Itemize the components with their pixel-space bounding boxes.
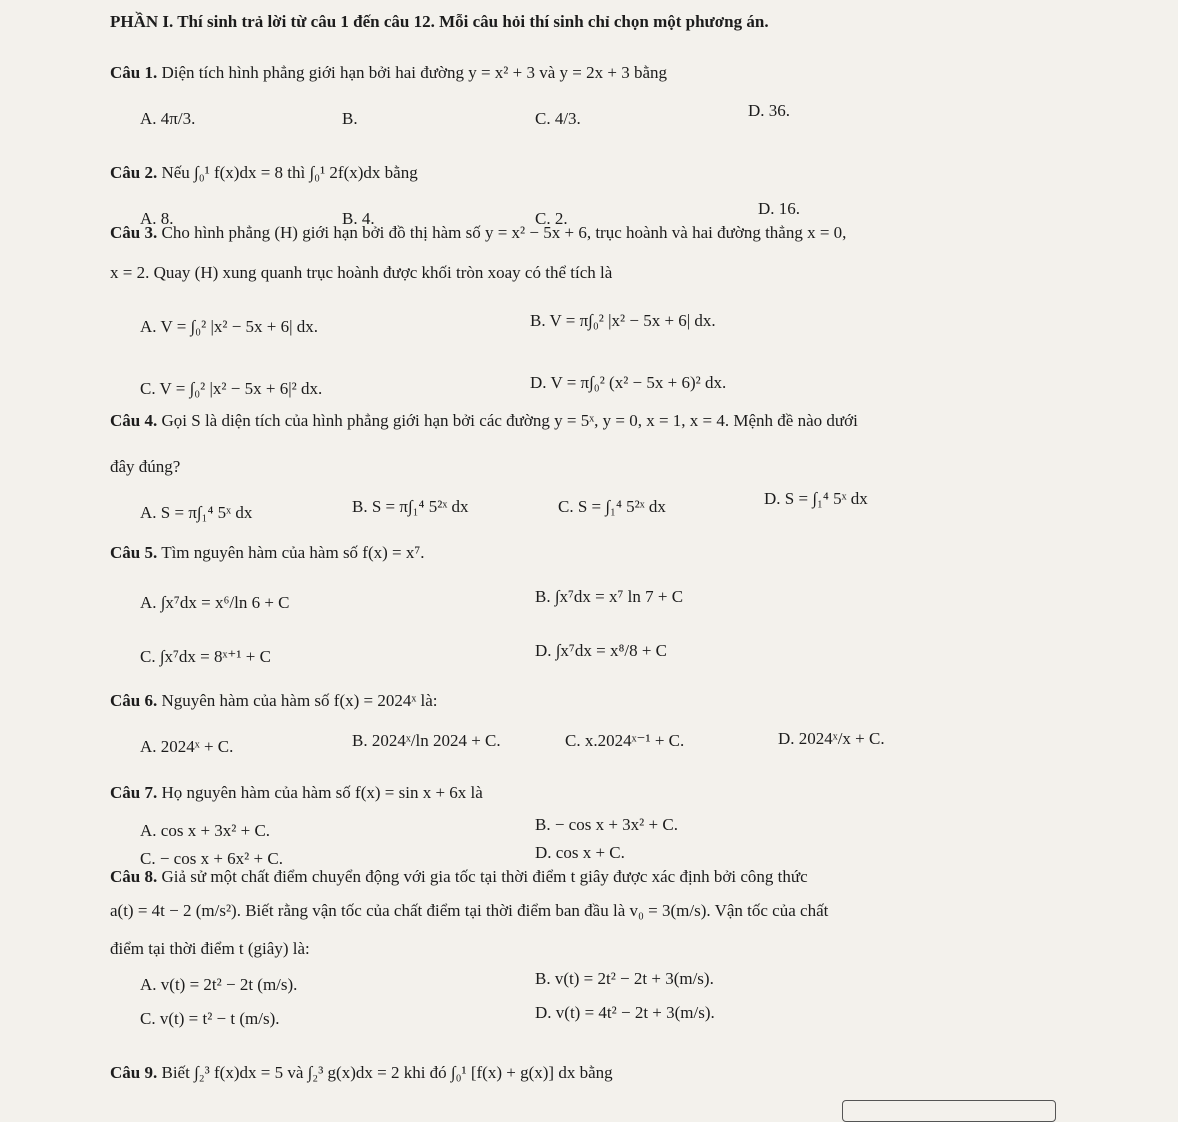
question-text: Giả sử một chất điểm chuyển động với gia tốc tại thời điểm t giây được xác định bởi công thức — [161, 867, 808, 886]
question-label: Câu 8. — [110, 867, 158, 886]
question-8-continued: a(t) = 4t − 2 (m/s²). Biết rằng vận tốc của chất điểm tại thời điểm ban đầu là v₀ = 3(m/s). Vận tốc của chất — [110, 901, 829, 920]
option-d[interactable]: D. 2024ˣ/x + C. — [778, 729, 885, 748]
question-8 — [110, 866, 808, 888]
option-b[interactable]: B. ∫x⁷dx = x⁷ ln 7 + C — [535, 587, 684, 606]
option-b[interactable]: B. V = π∫₀² |x² − 5x + 6| dx. — [530, 311, 716, 330]
option-d[interactable]: D. v(t) = 4t² − 2t + 3(m/s). — [535, 1003, 715, 1022]
option-c[interactable]: C. ∫x⁷dx = 8ˣ⁺¹ + C — [140, 647, 271, 666]
option-b[interactable]: B. — [342, 109, 358, 128]
question-4 — [110, 410, 858, 432]
question-8-continued-2: điểm tại thời điểm t (giây) là: — [110, 939, 310, 958]
option-a[interactable]: A. S = π∫₁⁴ 5ˣ dx — [140, 503, 253, 522]
answer-box — [842, 1100, 1056, 1122]
question-label: Câu 1. — [110, 63, 158, 82]
question-6 — [110, 690, 438, 712]
option-c[interactable]: C. − cos x + 6x² + C. — [140, 849, 283, 868]
option-b[interactable]: B. v(t) = 2t² − 2t + 3(m/s). — [535, 969, 714, 988]
option-d[interactable]: D. V = π∫₀² (x² − 5x + 6)² dx. — [530, 373, 727, 392]
option-a[interactable]: A. v(t) = 2t² − 2t (m/s). — [140, 975, 298, 994]
section-header: PHẦN I. Thí sinh trả lời từ câu 1 đến câu 12. Mỗi câu hỏi thí sinh chỉ chọn một phương án. — [110, 12, 769, 31]
question-5 — [110, 542, 425, 564]
option-b[interactable]: B. S = π∫₁⁴ 5²ˣ dx — [352, 497, 469, 516]
question-label: Câu 6. — [110, 691, 158, 710]
question-3-continued: x = 2. Quay (H) xung quanh trục hoành được khối tròn xoay có thể tích là — [110, 263, 613, 282]
question-7 — [110, 782, 483, 804]
option-d[interactable]: D. cos x + C. — [535, 843, 625, 862]
option-c[interactable]: C. V = ∫₀² |x² − 5x + 6|² dx. — [140, 379, 323, 398]
question-text: Họ nguyên hàm của hàm số f(x) = sin x + 6x là — [161, 783, 483, 802]
option-c[interactable]: C. S = ∫₁⁴ 5²ˣ dx — [558, 497, 666, 516]
question-label: Câu 4. — [110, 411, 158, 430]
question-text: Cho hình phẳng (H) giới hạn bởi đồ thị hàm số y = x² − 5x + 6, trục hoành và hai đường thẳng x = 0, — [161, 223, 847, 242]
question-9 — [110, 1062, 613, 1084]
option-a[interactable]: A. 2024ˣ + C. — [140, 737, 234, 756]
question-2 — [110, 162, 418, 184]
option-a[interactable]: A. cos x + 3x² + C. — [140, 821, 271, 840]
option-d[interactable]: D. ∫x⁷dx = x⁸/8 + C — [535, 641, 668, 660]
option-b[interactable]: B. 2024ˣ/ln 2024 + C. — [352, 731, 501, 750]
option-c[interactable]: C. v(t) = t² − t (m/s). — [140, 1009, 280, 1028]
question-4-continued: đây đúng? — [110, 457, 181, 476]
question-label: Câu 2. — [110, 163, 158, 182]
option-d[interactable]: D. S = ∫₁⁴ 5ˣ dx — [764, 489, 868, 508]
question-label: Câu 3. — [110, 223, 158, 242]
question-1 — [110, 62, 667, 84]
option-a[interactable]: A. ∫x⁷dx = x⁶/ln 6 + C — [140, 593, 290, 612]
question-text: Tìm nguyên hàm của hàm số f(x) = x⁷. — [161, 543, 425, 562]
option-a[interactable]: A. V = ∫₀² |x² − 5x + 6| dx. — [140, 317, 319, 336]
question-label: Câu 7. — [110, 783, 158, 802]
option-a[interactable]: A. 8. — [140, 209, 174, 228]
question-label: Câu 5. — [110, 543, 158, 562]
question-label: Câu 9. — [110, 1063, 158, 1082]
question-text: Gọi S là diện tích của hình phẳng giới hạn bởi các đường y = 5ˣ, y = 0, x = 1, x = 4. Mệnh đề nào dưới — [161, 411, 858, 430]
question-3 — [110, 222, 846, 244]
option-b[interactable]: B. − cos x + 3x² + C. — [535, 815, 678, 834]
option-c[interactable]: C. x.2024ˣ⁻¹ + C. — [565, 731, 685, 750]
question-text: Nếu ∫₀¹ f(x)dx = 8 thì ∫₀¹ 2f(x)dx bằng — [161, 163, 418, 182]
option-a[interactable]: A. 4π/3. — [140, 109, 196, 128]
option-d[interactable]: D. 36. — [748, 101, 791, 120]
option-d[interactable]: D. 16. — [758, 199, 801, 218]
question-text: Diện tích hình phẳng giới hạn bởi hai đường y = x² + 3 và y = 2x + 3 bằng — [161, 63, 667, 82]
question-text: Nguyên hàm của hàm số f(x) = 2024ˣ là: — [161, 691, 438, 710]
option-c[interactable]: C. 2. — [535, 209, 568, 228]
option-c[interactable]: C. 4/3. — [535, 109, 581, 128]
option-b[interactable]: B. 4. — [342, 209, 375, 228]
question-text: Biết ∫₂³ f(x)dx = 5 và ∫₂³ g(x)dx = 2 khi đó ∫₀¹ [f(x) + g(x)] dx bằng — [161, 1063, 613, 1082]
